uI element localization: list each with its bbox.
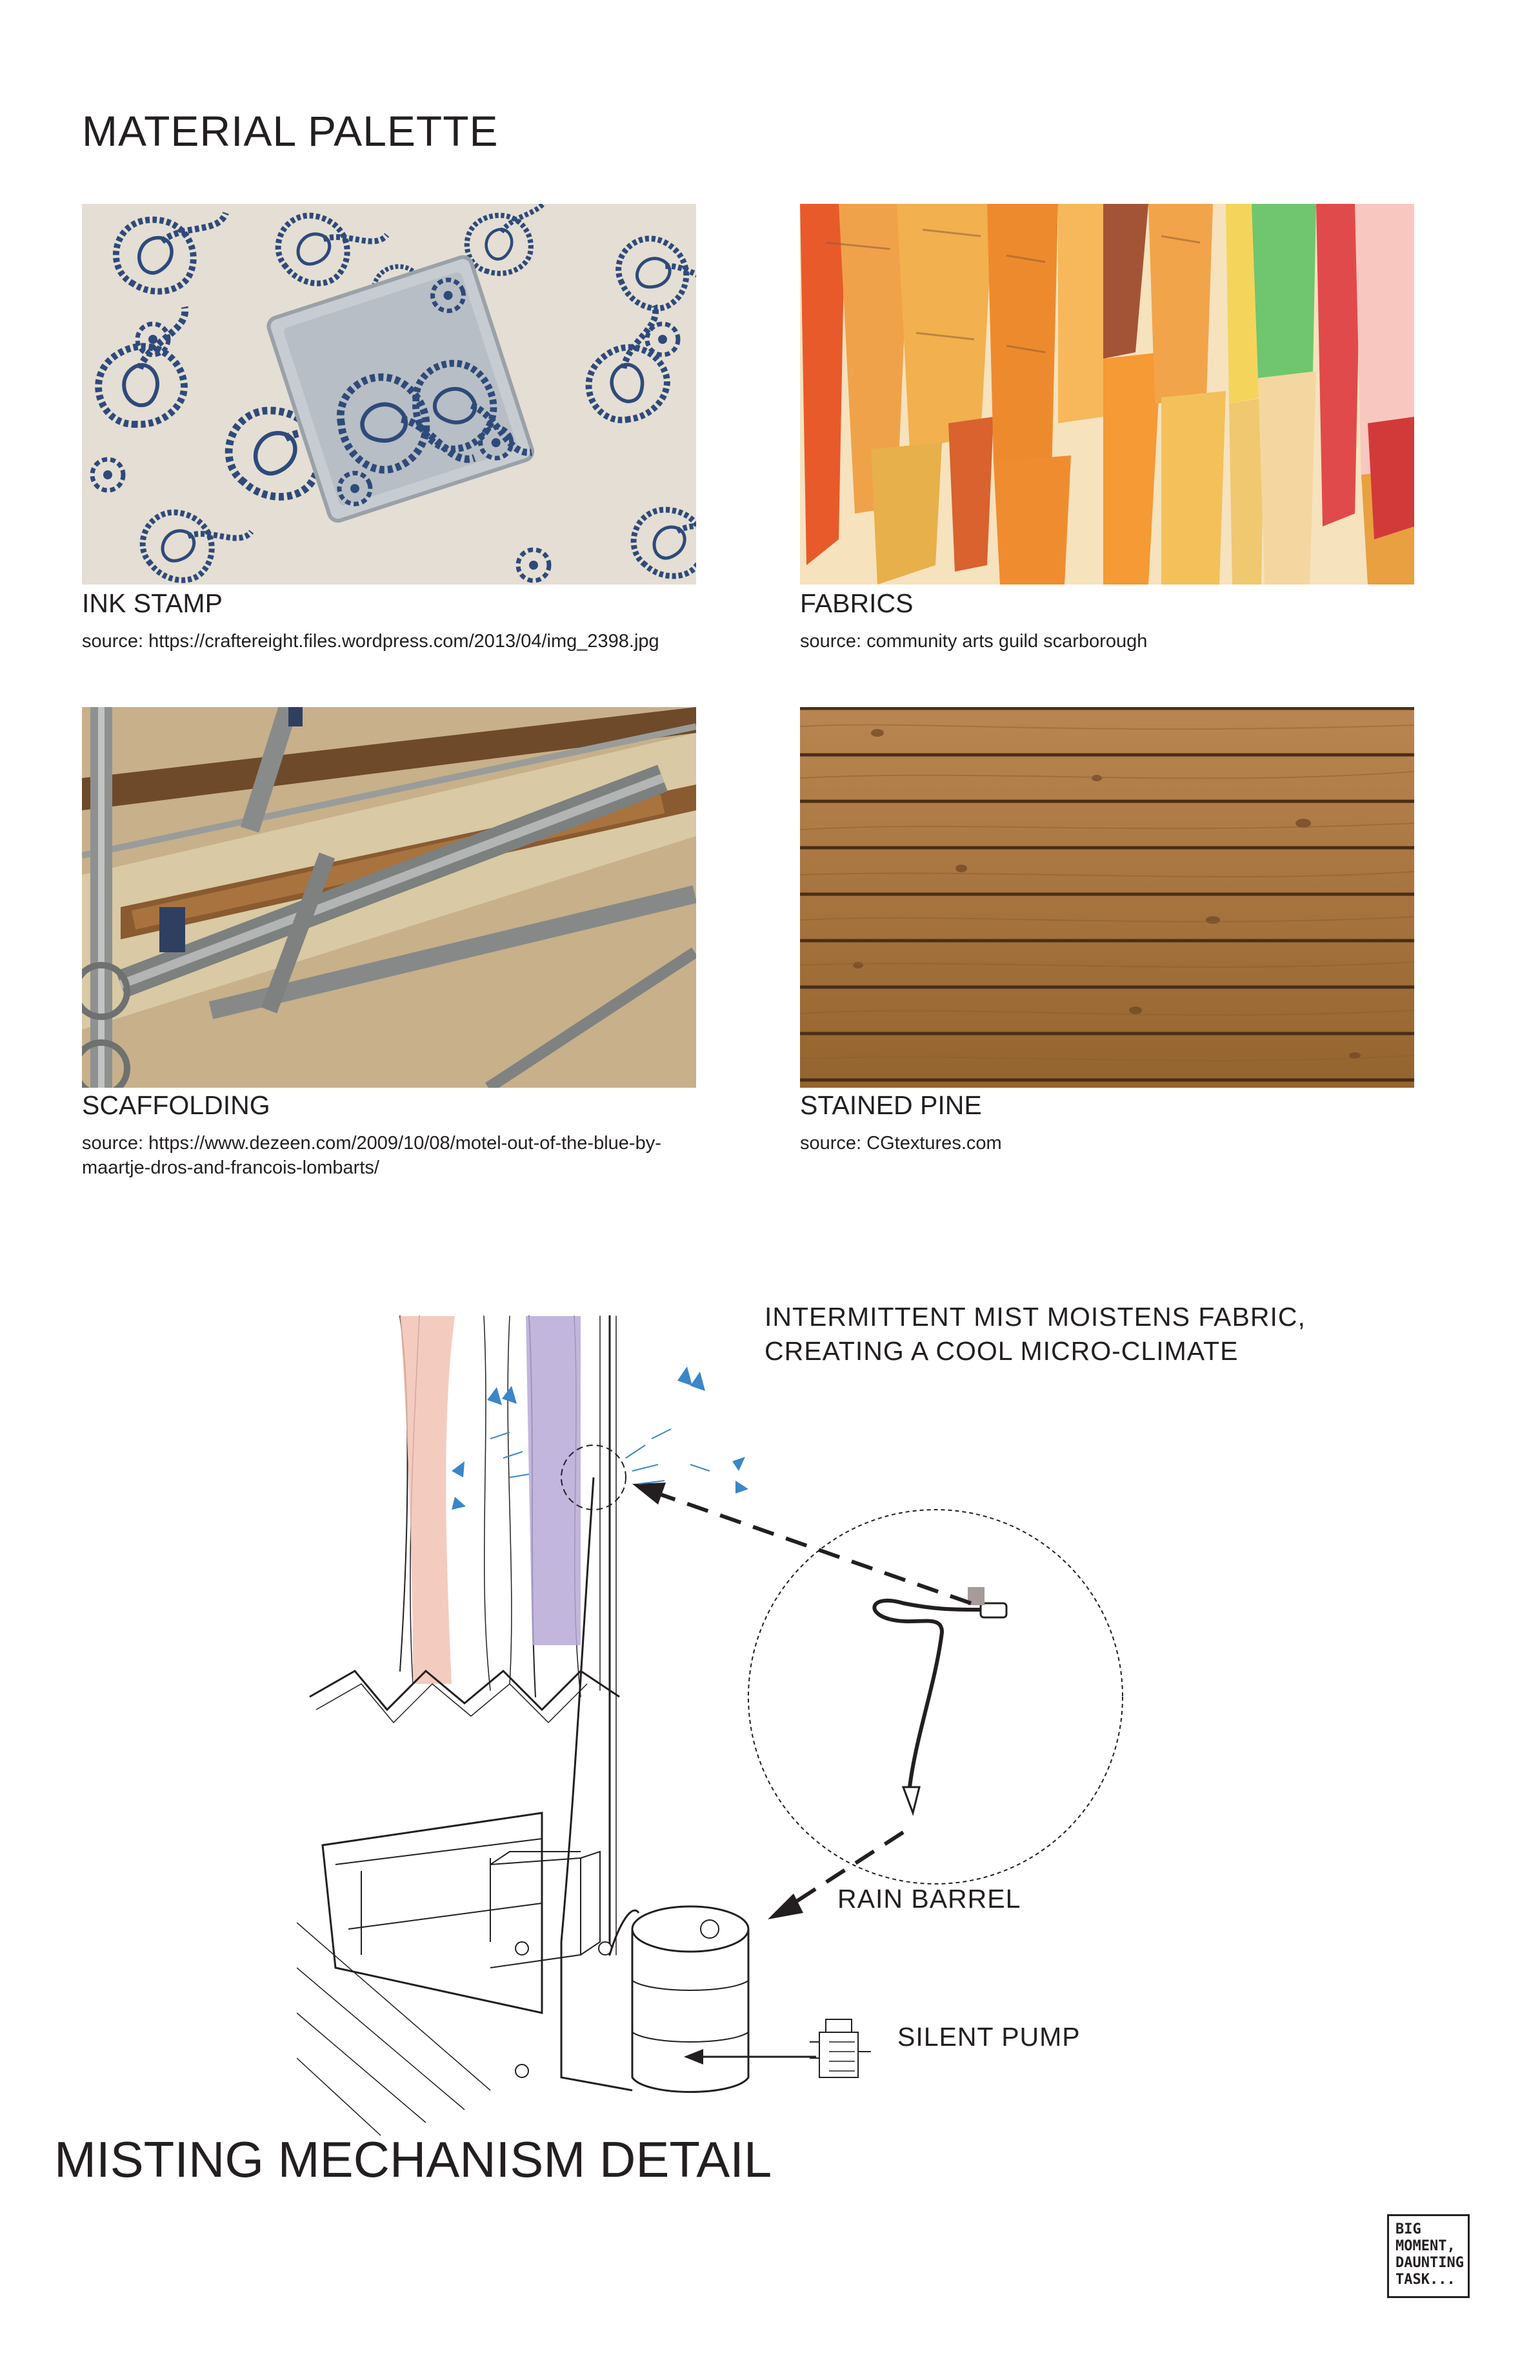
mist-label: INTERMITTENT MIST MOISTENS FABRIC, CREATING A COOL MICRO-CLIMATE [765,1302,1306,1366]
material-source-fabrics: source: community arts guild scarborough [800,631,1148,652]
material-source-ink-stamp: source: https://craftereight.files.wordpress.com/2013/04/img_2398.jpg [82,631,659,652]
logo-line: MOMENT, [1395,2237,1455,2254]
material-label-scaffolding: SCAFFOLDING [82,1090,270,1120]
diagram-title: MISTING MECHANISM DETAIL [54,2131,772,2188]
logo-line: TASK... [1395,2271,1455,2288]
ink-stamp-image [82,204,696,585]
silent-pump-label: SILENT PUMP [897,2022,1081,2052]
logo-line: DAUNTING [1395,2254,1464,2271]
fabrics-image [800,204,1414,585]
material-label-stained-pine: STAINED PINE [800,1090,982,1120]
logo-line: BIG [1395,2221,1421,2237]
stained-pine-image [800,707,1414,1088]
scaffolding-image [82,707,696,1088]
material-source-scaffolding: source: https://www.dezeen.com/2009/10/08/motel-out-of-the-blue-by-maartje-dros-and-francois-lombarts/ [82,1133,661,1178]
misting-diagram [297,1284,1135,2148]
material-label-ink-stamp: INK STAMP [82,588,223,618]
rain-barrel-label: RAIN BARREL [837,1884,1021,1914]
big-moment-logo [1387,2214,1470,2298]
material-label-fabrics: FABRICS [800,588,914,618]
material-source-stained-pine: source: CGtextures.com [800,1133,1002,1154]
page-title: MATERIAL PALETTE [82,107,499,155]
